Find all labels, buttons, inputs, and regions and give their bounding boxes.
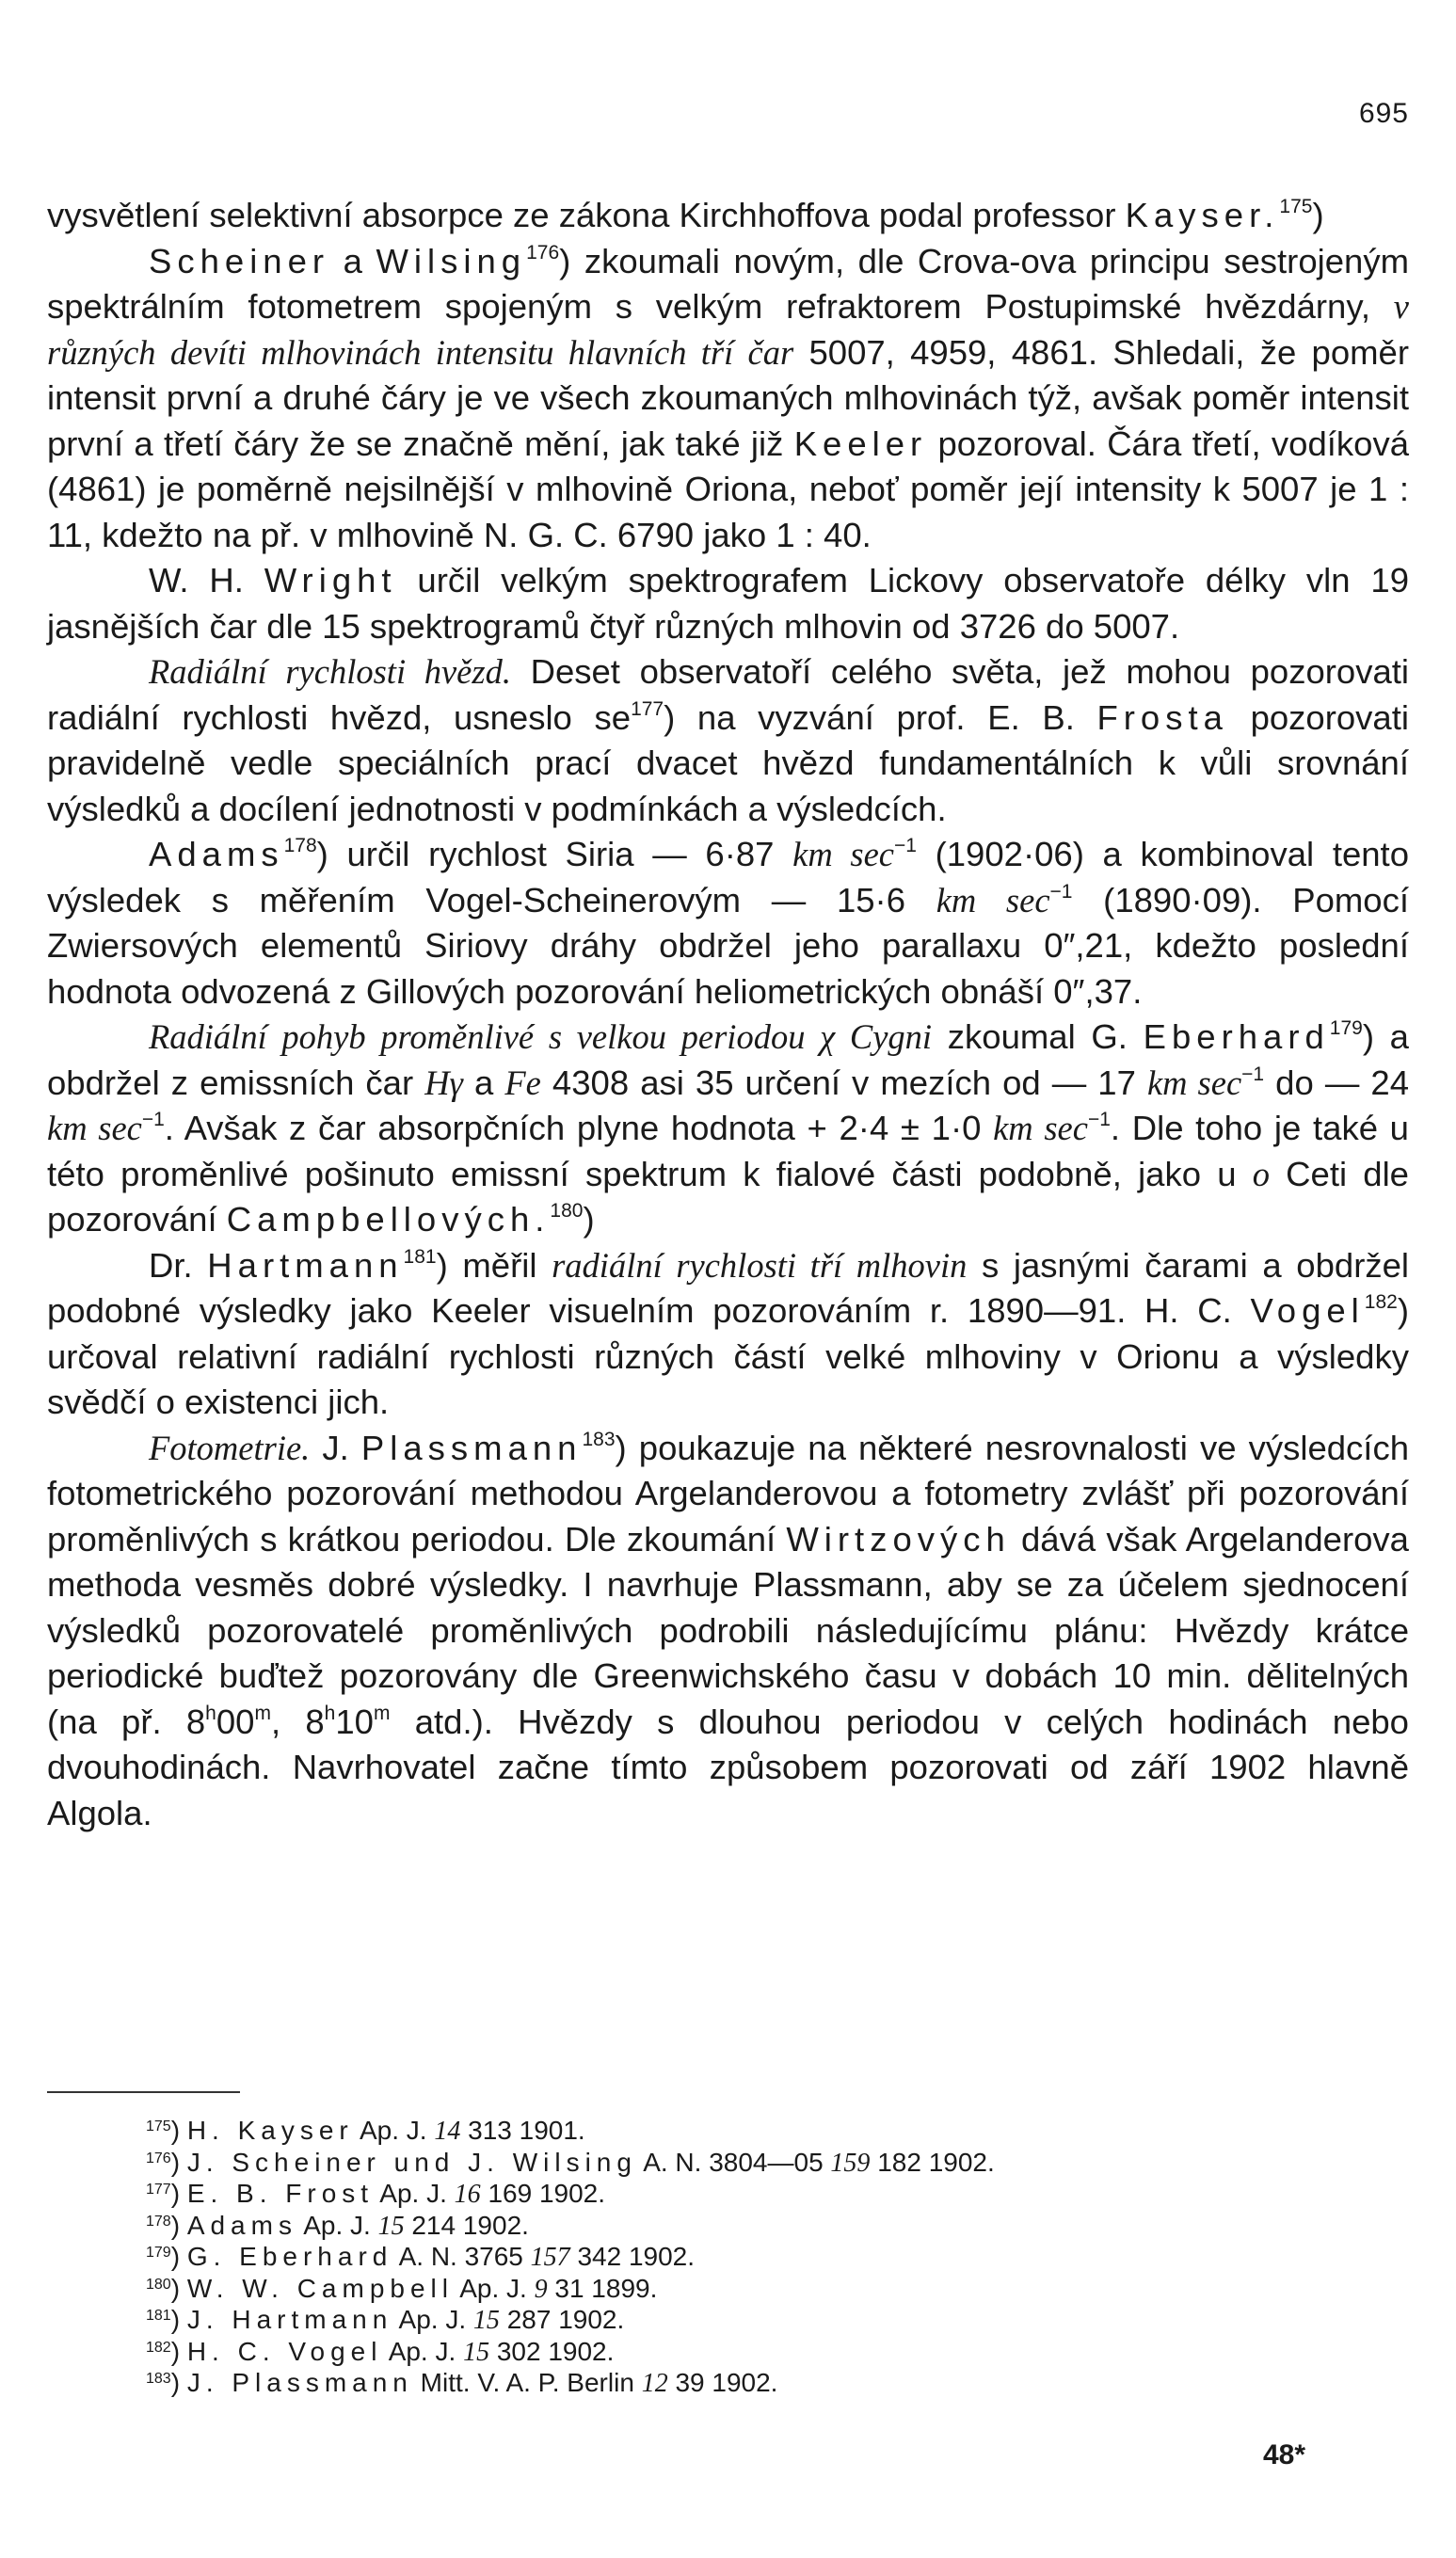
- author-name: Wright: [264, 561, 397, 600]
- paragraph-wright: [47, 558, 1409, 649]
- footnote-number: 178: [146, 2213, 171, 2230]
- footnote-source: Mitt. V. A. P. Berlin: [412, 2368, 642, 2397]
- star-letter: o: [1252, 1154, 1270, 1193]
- text-segment: ) na vyzvání prof. E. B.: [664, 697, 1097, 737]
- text-segment: a: [329, 241, 376, 280]
- footnote-number: 177: [146, 2182, 171, 2198]
- unit: km sec: [993, 1109, 1088, 1147]
- paragraph-radial-velocities: [47, 649, 1409, 832]
- footnote-source: Ap. J.: [353, 2116, 435, 2145]
- section-heading: Radiální rychlosti hvězd.: [149, 652, 511, 691]
- time-superscript: m: [254, 1702, 271, 1724]
- footnote-author: H. C. Vogel: [186, 2336, 383, 2366]
- italic-phrase: radiální rychlosti tří mlhovin: [552, 1245, 968, 1285]
- footnote-author: G. Eberhard: [186, 2242, 393, 2271]
- footnote-rest: 214 1902.: [404, 2210, 529, 2240]
- footnote-volume: 9: [534, 2274, 548, 2304]
- text-segment: ) určoval relativní radiální rychlosti různých částí velké mlhoviny v Orionu a výsledky svědčí o existenci jich.: [47, 1291, 1409, 1421]
- text-segment: a: [462, 1063, 505, 1102]
- text-segment: ) zkoumali novým, dle Crova-ova principu sestrojeným spektrálním fotometrem spojeným s velkým refraktorem Postupimské hvězdárny,: [47, 241, 1409, 326]
- footnote-ref: 182: [1364, 1291, 1398, 1313]
- footnote: $^{176}$) J. Scheiner und J. Wilsing A. N. 3804—05 159 182 1902.: [146, 2147, 995, 2178]
- footnote-volume: 15: [377, 2211, 405, 2241]
- footnote-rest: 31 1899.: [547, 2273, 658, 2303]
- author-name: Keeler: [793, 424, 928, 463]
- footnote-number: 179: [146, 2245, 171, 2261]
- text-segment: pozorovati pravidelně vedle speciálních prací dvacet hvězd fundamentálních k vůli srovnání výsledků a docílení jednotnosti v podmínkách a výsledcích.: [47, 697, 1409, 828]
- footnote-volume: 159: [830, 2148, 871, 2178]
- footnote: $^{178}$) Adams Ap. J. 15 214 1902.: [146, 2210, 529, 2241]
- footnote-volume: 12: [641, 2369, 668, 2398]
- footnote-ref: 179: [1329, 1017, 1363, 1039]
- footnote-divider: [47, 2091, 240, 2093]
- footnote-source: Ap. J.: [382, 2336, 464, 2366]
- footnote-author: H. Kayser: [186, 2116, 354, 2145]
- footnote-ref: 178: [283, 835, 317, 856]
- footnote-author: J. Hartmann: [186, 2305, 393, 2334]
- footnote: $^{175}$) H. Kayser Ap. J. 14 313 1901.: [146, 2116, 585, 2146]
- text-segment: vysvětlení selektivní absorpce ze zákona Kirchhoffova podal professor: [47, 196, 1126, 234]
- text-segment: 4308 asi 35 určení v mezích od — 17: [540, 1063, 1147, 1102]
- footnote-number: 175: [146, 2118, 171, 2134]
- footnote-rest: 169 1902.: [480, 2179, 606, 2208]
- paragraph-hartmann-vogel: [47, 1243, 1409, 1426]
- footnote-volume: 14: [434, 2117, 461, 2146]
- text-segment: . Dle toho je také u této proměnlivé pošinuto emissní spektrum k fialové části podobně, jako u: [47, 1109, 1409, 1193]
- paragraph-kayser: [47, 193, 1409, 239]
- footnote-volume: 157: [530, 2243, 570, 2272]
- text-segment: J.: [310, 1428, 361, 1467]
- text-segment: (1890·09). Pomocí Zwiersových elementů Siriovy dráhy obdržel jeho parallaxu 0″,21, kdežto poslední hodnota odvozená z Gillových pozorování heliometrických obnáší 0″,37.: [47, 880, 1409, 1011]
- footnote: $^{180}$) W. W. Campbell Ap. J. 9 31 1899.: [146, 2273, 658, 2304]
- footnote-ref: 181: [403, 1245, 437, 1268]
- text-segment: pozoroval. Čára třetí, vodíková (4861) je poměrně nejsilnější v mlhovině Oriona, neboť poměr její intensity k 5007 je 1 : 11, kdežto na př. v mlhovině N. G. C. 6790 jako 1 : 40.: [47, 424, 1409, 554]
- author-name: Wirtzových: [786, 1519, 1011, 1559]
- footnote: $^{179}$) G. Eberhard A. N. 3765 157 342 1902.: [146, 2242, 696, 2272]
- footnote-rest: 39 1902.: [667, 2368, 778, 2397]
- paragraph-photometry: [47, 1426, 1409, 1837]
- unit: km sec: [792, 835, 894, 873]
- footnote-author: J. Plassmann: [186, 2368, 413, 2397]
- footnote-author: W. W. Campbell: [186, 2273, 454, 2303]
- author-name: Eberhard: [1143, 1017, 1330, 1056]
- footnotes: [146, 2116, 1369, 2400]
- author-name: Campbellových.: [226, 1200, 551, 1239]
- footnote-rest: 313 1901.: [460, 2116, 585, 2145]
- unit: km sec: [47, 1109, 142, 1147]
- author-name: Scheiner: [149, 241, 330, 280]
- footnote-source: A. N. 3765: [392, 2242, 531, 2271]
- footnote: $^{183}$) J. Plassmann Mitt. V. A. P. Berlin 12 39 1902.: [146, 2368, 778, 2398]
- text-segment: do — 24: [1264, 1063, 1409, 1102]
- footnote-author: Adams: [186, 2210, 297, 2240]
- text-segment: atd.). Hvězdy s dlouhou periodou v celých hodinách nebo dvouhodinách. Navrhovatel začne tímto způsobem pozorovati od září 1902 hlavně Algola.: [47, 1702, 1409, 1832]
- footnote-volume: 15: [463, 2337, 490, 2367]
- footnote-rest: 287 1902.: [499, 2305, 625, 2334]
- text-segment: ): [1312, 196, 1324, 234]
- exponent: −1: [1087, 1109, 1111, 1130]
- author-name: Vogel: [1250, 1291, 1365, 1330]
- section-heading: Fotometrie.: [149, 1428, 311, 1467]
- text-segment: (1902·06) a kombinoval tento výsledek s měřením Vogel-Scheinerovým — 15·6: [47, 835, 1409, 919]
- spectral-line: Fe: [504, 1063, 541, 1102]
- text-segment: ) a obdržel z emissních čar: [47, 1017, 1409, 1102]
- footnote-source: Ap. J.: [374, 2179, 455, 2208]
- author-name: Frosta: [1096, 697, 1228, 737]
- text-segment: ) určil rychlost Siria — 6·87: [316, 835, 793, 873]
- italic-phrase: v různých devíti mlhovinách intensitu hlavních tří čar: [47, 287, 1409, 372]
- author-name: Plassmann: [360, 1428, 583, 1467]
- paragraph-adams: [47, 832, 1409, 1015]
- exponent: −1: [141, 1109, 165, 1130]
- footnote-source: Ap. J.: [392, 2305, 473, 2334]
- author-name: Hartmann: [207, 1245, 404, 1285]
- footnote-source: A. N. 3804—05: [636, 2147, 831, 2177]
- paragraph-chi-cygni: [47, 1015, 1409, 1243]
- footnote-number: 183: [146, 2371, 171, 2387]
- footnote: $^{177}$) E. B. Frost Ap. J. 16 169 1902.: [146, 2179, 606, 2209]
- footnote-rest: 302 1902.: [489, 2336, 615, 2366]
- text-segment: 5007, 4959, 4861. Shledali, že poměr intensit první a druhé čáry je ve všech zkoumaných mlhovinách týž, avšak poměr intensit první a třetí čáry že se značně mění, jak také již: [47, 332, 1409, 463]
- footnote-ref: 175: [1279, 196, 1313, 217]
- text-segment: Ceti dle pozorování: [47, 1154, 1409, 1239]
- text-segment: Dr.: [149, 1245, 208, 1285]
- text-segment: , 8: [270, 1702, 325, 1741]
- footnote-source: Ap. J.: [296, 2210, 378, 2240]
- footnote-volume: 16: [454, 2180, 481, 2209]
- footnote-ref: 183: [582, 1428, 616, 1450]
- unit: km sec: [1146, 1063, 1242, 1102]
- time-superscript: m: [373, 1702, 391, 1724]
- exponent: −1: [893, 835, 917, 856]
- author-name: Kayser.: [1125, 196, 1280, 234]
- footnote-ref: 176: [526, 241, 560, 264]
- exponent: −1: [1049, 880, 1073, 903]
- footnote-author: E. B. Frost: [186, 2179, 375, 2208]
- footnote: $^{182}$) H. C. Vogel Ap. J. 15 302 1902.: [146, 2336, 615, 2367]
- text-segment: ) měřil: [436, 1245, 552, 1285]
- time-superscript: h: [324, 1702, 336, 1724]
- spectral-line: Hγ: [424, 1063, 463, 1102]
- footnote-number: 182: [146, 2339, 171, 2356]
- footnote-number: 181: [146, 2308, 171, 2324]
- exponent: −1: [1241, 1063, 1265, 1085]
- text-segment: určil velkým spektrografem Lickovy observatoře délky vln 19 jasnějších čar dle 15 spektrogramů čtyř různých mlhovin od 3726 do 5007.: [47, 561, 1409, 646]
- footnote-rest: 342 1902.: [569, 2242, 696, 2271]
- time-superscript: h: [205, 1702, 216, 1724]
- text-segment: ) poukazuje na některé nesrovnalosti ve výsledcích fotometrického pozorování methodou Argelanderovou a fotometry zvlášť při pozorování proměnlivých s krátkou periodou. Dle zkoumání: [47, 1428, 1409, 1559]
- text-segment: . Avšak z čar absorpčních plyne hodnota + 2·4 ± 1·0: [164, 1109, 994, 1147]
- text-segment: Deset observatoří celého světa, jež mohou pozorovati radiální rychlosti hvězd, usneslo se: [47, 652, 1410, 737]
- text-segment: zkoumal G.: [932, 1017, 1144, 1056]
- footnote-source: Ap. J.: [453, 2273, 535, 2303]
- article-body: [47, 193, 1409, 1836]
- footnote-rest: 182 1902.: [870, 2147, 995, 2177]
- text-segment: dává však Argelanderova methoda vesměs dobré výsledky. I navrhuje Plassmann, aby se za účelem sjednocení výsledků pozorovatelé proměnlivých podrobili následujícímu plánu: Hvězdy krátce periodické buďtež pozorovány dle Greenwichského času v dobách 10 min. dělitelných (na př. 8: [47, 1519, 1409, 1741]
- section-heading: Radiální pohyb proměnlivé s velkou periodou χ Cygni: [149, 1017, 933, 1056]
- paragraph-scheiner-wilsing: [47, 239, 1409, 559]
- footnote-ref: 177: [631, 697, 664, 720]
- footnote-author: J. Scheiner und J. Wilsing: [186, 2147, 637, 2177]
- page-number: 695: [1358, 98, 1409, 129]
- footnote-number: 180: [146, 2276, 171, 2293]
- text-segment: W. H.: [149, 561, 264, 600]
- footnote: $^{181}$) J. Hartmann Ap. J. 15 287 1902.: [146, 2305, 625, 2335]
- text-segment: ): [583, 1200, 595, 1239]
- footnote-ref: 180: [550, 1200, 584, 1222]
- text-segment: s jasnými čarami a obdržel podobné výsledky jako Keeler visuelním pozorováním r. 1890—91. H. C.: [47, 1245, 1410, 1330]
- unit: km sec: [936, 880, 1050, 919]
- author-name: Adams: [149, 835, 284, 873]
- sheet-signature: 48*: [1262, 2439, 1305, 2470]
- footnote-volume: 15: [472, 2306, 500, 2335]
- text-segment: 00: [216, 1702, 255, 1741]
- text-segment: 10: [335, 1702, 374, 1741]
- footnote-number: 176: [146, 2150, 171, 2166]
- author-name: Wilsing: [376, 241, 527, 280]
